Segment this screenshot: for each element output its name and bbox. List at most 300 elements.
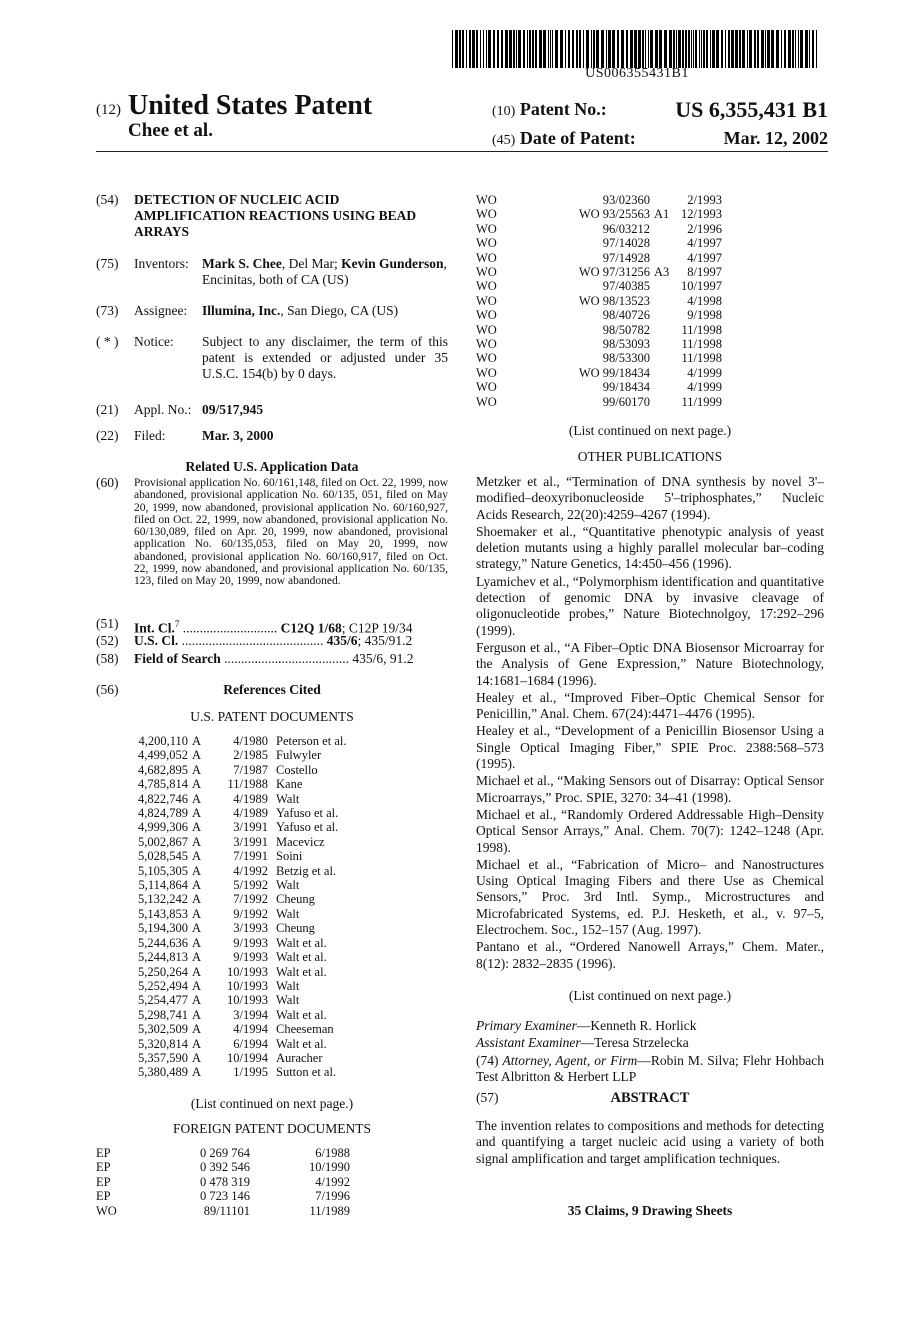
us-patent-row-cell-4: Betzig et al. bbox=[276, 863, 337, 878]
field-75 bbox=[96, 256, 448, 288]
inventor-2-location: , Encinitas, both of CA (US) bbox=[202, 256, 447, 287]
attorney-label: Attorney, Agent, or Firm bbox=[502, 1052, 638, 1068]
wo-patent-row-cell-3 bbox=[650, 380, 676, 394]
us-patent-row-cell-1: 5,143,853 bbox=[138, 906, 188, 921]
us-patent-row-cell-3: 4/1994 bbox=[233, 1022, 268, 1037]
wo-patent-row-cell-2: WO 97/31256 bbox=[578, 265, 650, 280]
us-patent-row-cell-4: Cheung bbox=[276, 921, 315, 936]
us-patent-row-cell-4: Walt bbox=[276, 791, 300, 806]
barcode-bar bbox=[710, 30, 711, 68]
field-22 bbox=[96, 428, 448, 444]
us-patent-row-cell-4: Walt et al. bbox=[276, 1007, 327, 1022]
us-patent-row-cell-3: 1/1995 bbox=[233, 1065, 268, 1080]
field-58-num: (58) bbox=[96, 651, 119, 666]
barcode-bar bbox=[784, 30, 786, 68]
us-patent-row bbox=[128, 835, 346, 849]
foreign-patent-row-cell-3: 6/1988 bbox=[315, 1146, 350, 1160]
barcode-bar bbox=[568, 30, 570, 68]
us-patent-row-cell-3: 11/1988 bbox=[227, 777, 268, 792]
wo-patent-row-cell-1: WO bbox=[476, 250, 497, 265]
us-patent-row-cell-4: Walt et al. bbox=[276, 964, 327, 979]
primary-examiner bbox=[476, 1018, 824, 1034]
barcode-bar bbox=[638, 30, 641, 68]
wo-patent-row bbox=[476, 366, 722, 380]
field-54-num: (54) bbox=[96, 192, 119, 207]
assistant-examiner bbox=[476, 1035, 824, 1051]
foreign-patent-row-cell-1: EP bbox=[96, 1146, 111, 1160]
wo-patent-row-cell-2: 98/40726 bbox=[602, 308, 650, 323]
barcode-bar bbox=[703, 30, 705, 68]
us-patent-row-cell-3: 10/1993 bbox=[227, 978, 268, 993]
us-patent-row-cell-2: A bbox=[192, 849, 202, 864]
barcode-bar bbox=[682, 30, 684, 68]
other-publications-title: OTHER PUBLICATIONS bbox=[577, 449, 723, 464]
barcode-bar bbox=[513, 30, 515, 68]
us-patent-row-cell-4: Walt et al. bbox=[276, 950, 327, 965]
us-patent-row-cell-1: 5,302,509 bbox=[138, 1022, 188, 1037]
foreign-patent-row bbox=[96, 1146, 350, 1160]
us-patent-row-cell-4: Cheeseman bbox=[276, 1022, 334, 1037]
barcode-bar bbox=[505, 30, 508, 68]
wo-patent-row-cell-4: 12/1993 bbox=[681, 207, 722, 222]
us-patent-row-cell-1: 5,194,300 bbox=[138, 921, 188, 936]
barcode-bar bbox=[731, 30, 734, 68]
barcode-bar bbox=[739, 30, 741, 68]
foreign-patent-row-cell-1: WO bbox=[96, 1203, 117, 1218]
barcode-bar bbox=[749, 30, 752, 68]
wo-patent-row-cell-3 bbox=[650, 323, 676, 337]
wo-patent-row-cell-2: 96/03212 bbox=[602, 221, 650, 236]
wo-patent-row bbox=[476, 193, 722, 207]
barcode-bar bbox=[695, 30, 697, 68]
wo-patent-row-cell-4: 8/1997 bbox=[687, 265, 722, 280]
barcode-bar bbox=[576, 30, 578, 68]
us-patent-row-cell-4: Walt bbox=[276, 978, 300, 993]
barcode-bar bbox=[795, 30, 796, 68]
us-patent-row bbox=[128, 734, 346, 748]
barcode-bar bbox=[673, 30, 675, 68]
barcode-bar bbox=[767, 30, 770, 68]
us-patent-row-cell-3: 9/1992 bbox=[233, 906, 268, 921]
wo-patent-row-cell-4: 10/1997 bbox=[681, 279, 722, 294]
wo-patent-row-cell-3 bbox=[650, 395, 676, 409]
us-patent-row bbox=[128, 1037, 346, 1051]
inid-code-10: (10) bbox=[492, 104, 516, 119]
patent-date-row bbox=[492, 125, 828, 154]
int-cl-label: Int. Cl. bbox=[134, 620, 175, 636]
wo-patent-row-cell-1: WO bbox=[476, 337, 497, 352]
us-patent-row-cell-2: A bbox=[192, 921, 202, 936]
us-patent-row-cell-3: 10/1993 bbox=[227, 993, 268, 1008]
date-label: Date of Patent: bbox=[519, 128, 636, 148]
field-21-num: (21) bbox=[96, 402, 119, 417]
us-patent-row-cell-4: Walt bbox=[276, 906, 300, 921]
invention-title: DETECTION OF NUCLEIC ACID AMPLIFICATION REACTIONS USING BEAD ARRAYS bbox=[134, 192, 417, 239]
barcode-bar bbox=[501, 30, 503, 68]
inid-code-12: (12) bbox=[96, 102, 121, 118]
abstract-text: The invention relates to compositions and methods for detecting and quantifying a target nucleic acid using a variety of both signal amplification and target amplification techniques. bbox=[476, 1118, 824, 1166]
wo-patent-row-cell-4: 4/1999 bbox=[687, 380, 722, 395]
field-73-num: (73) bbox=[96, 303, 119, 318]
foreign-patent-row-cell-3: 11/1989 bbox=[309, 1203, 350, 1218]
field-56-num: (56) bbox=[96, 682, 119, 697]
us-patent-row-cell-1: 5,254,477 bbox=[138, 993, 188, 1008]
foreign-patent-row-cell-2: 89/11101 bbox=[203, 1203, 250, 1218]
us-patent-row-cell-1: 4,682,895 bbox=[138, 762, 188, 777]
barcode-bar bbox=[483, 30, 484, 68]
wo-patent-row bbox=[476, 337, 722, 351]
field-52 bbox=[96, 633, 448, 649]
us-cl-secondary: ; 435/91.2 bbox=[357, 633, 413, 648]
wo-patent-row-cell-1: WO bbox=[476, 279, 497, 294]
wo-patent-row-cell-3 bbox=[650, 279, 676, 293]
us-patent-row bbox=[128, 1008, 346, 1022]
us-patent-row-cell-1: 5,320,814 bbox=[138, 1036, 188, 1051]
barcode-bar bbox=[617, 30, 619, 68]
wo-patent-row-cell-3 bbox=[650, 222, 676, 236]
barcode-bar bbox=[805, 30, 808, 68]
wo-patent-row-cell-3 bbox=[650, 251, 676, 265]
barcode-bar bbox=[548, 30, 549, 68]
us-patent-row-cell-3: 4/1989 bbox=[233, 791, 268, 806]
us-patent-row-cell-4: Macevicz bbox=[276, 834, 325, 849]
references-cited-title: References Cited bbox=[223, 682, 321, 697]
barcode-bar bbox=[516, 30, 517, 68]
us-patent-row-cell-3: 9/1993 bbox=[233, 935, 268, 950]
barcode-bar bbox=[800, 30, 803, 68]
wo-patent-row-cell-4: 11/1998 bbox=[681, 337, 722, 352]
barcode-bar bbox=[693, 30, 694, 68]
barcode-bar bbox=[593, 30, 595, 68]
foreign-patent-documents-title: FOREIGN PATENT DOCUMENTS bbox=[172, 1121, 372, 1136]
us-patent-row-cell-4: Fulwyler bbox=[276, 748, 322, 763]
wo-patent-row-cell-2: 97/14028 bbox=[602, 236, 650, 251]
field-notice bbox=[96, 334, 448, 382]
wo-patent-row-cell-1: WO bbox=[476, 207, 497, 222]
examiners bbox=[476, 1018, 824, 1086]
wo-patent-row bbox=[476, 207, 722, 221]
foreign-patent-row bbox=[96, 1175, 350, 1189]
barcode-bar bbox=[812, 30, 814, 68]
wo-patent-row bbox=[476, 236, 722, 250]
barcode-bar bbox=[601, 30, 604, 68]
wo-patent-row bbox=[476, 380, 722, 394]
us-patent-row-cell-3: 4/1989 bbox=[233, 806, 268, 821]
wo-patent-row bbox=[476, 323, 722, 337]
wo-patent-row-cell-1: WO bbox=[476, 221, 497, 236]
barcode-bar bbox=[659, 30, 662, 68]
pubs-list-continued: (List continued on next page.) bbox=[568, 988, 732, 1003]
barcode-bar bbox=[691, 30, 692, 68]
foreign-patents-table bbox=[96, 1146, 350, 1218]
wo-patent-row-cell-4: 2/1993 bbox=[687, 193, 722, 207]
us-cl-leader: .......................................... bbox=[178, 633, 327, 648]
us-patent-row-cell-2: A bbox=[192, 777, 202, 792]
barcode-bar bbox=[586, 30, 589, 68]
barcode-bar bbox=[735, 30, 738, 68]
barcode-bar bbox=[466, 30, 467, 68]
us-patent-row-cell-1: 4,824,789 bbox=[138, 806, 188, 821]
wo-patent-row-cell-3: A1 bbox=[654, 207, 670, 222]
us-patent-row-cell-2: A bbox=[192, 1050, 202, 1065]
us-patent-row bbox=[128, 806, 346, 820]
publication-item: Ferguson et al., “A Fiber–Optic DNA Biosensor Microarray for the Analysis of Gene Expression,” Nature Biotechnology, 14:1681–1684 (1996). bbox=[476, 639, 824, 688]
field-of-search-leader: ..................................... bbox=[220, 651, 353, 666]
us-patent-row-cell-4: Yafuso et al. bbox=[276, 820, 339, 835]
barcode-bar bbox=[771, 30, 774, 68]
inventors bbox=[202, 256, 448, 288]
foreign-patent-row-cell-1: EP bbox=[96, 1189, 111, 1204]
barcode-bar bbox=[552, 30, 553, 68]
barcode-bar bbox=[655, 30, 658, 68]
us-patent-row bbox=[128, 892, 346, 906]
wo-patent-row-cell-2: 97/40385 bbox=[602, 279, 650, 294]
us-patent-row-cell-3: 7/1992 bbox=[233, 892, 268, 907]
field-60 bbox=[96, 477, 448, 588]
field-56 bbox=[96, 682, 448, 698]
foreign-patent-row-cell-2: 0 478 319 bbox=[200, 1174, 250, 1189]
claims-summary: 35 Claims, 9 Drawing Sheets bbox=[567, 1203, 733, 1218]
barcode-bar bbox=[452, 30, 453, 68]
us-patent-row-cell-3: 2/1985 bbox=[233, 748, 268, 763]
barcode-bar bbox=[523, 30, 525, 68]
wo-patent-row bbox=[476, 265, 722, 279]
us-patent-row bbox=[128, 1051, 346, 1065]
barcode-bar bbox=[497, 30, 499, 68]
us-patent-row bbox=[128, 993, 346, 1007]
barcode-bar bbox=[596, 30, 599, 68]
field-of-search-value: 435/6, 91.2 bbox=[352, 651, 414, 666]
field-75-num: (75) bbox=[96, 256, 119, 271]
us-patent-row-cell-2: A bbox=[192, 964, 202, 979]
barcode-bar bbox=[685, 30, 687, 68]
us-patent-row-cell-1: 5,380,489 bbox=[138, 1065, 188, 1080]
wo-list-continued: (List continued on next page.) bbox=[568, 423, 732, 438]
field-of-search-label: Field of Search bbox=[134, 651, 221, 666]
us-patent-row-cell-4: Walt et al. bbox=[276, 935, 327, 950]
assignee-name: Illumina, Inc. bbox=[202, 303, 281, 318]
us-patent-row-cell-4: Soini bbox=[276, 849, 303, 864]
barcode-bar bbox=[539, 30, 542, 68]
us-patent-row bbox=[128, 979, 346, 993]
wo-patent-row-cell-2: 97/14928 bbox=[602, 250, 650, 265]
wo-patent-row-cell-2: 99/60170 bbox=[602, 394, 650, 409]
us-patent-row-cell-1: 4,499,052 bbox=[138, 748, 188, 763]
field-21 bbox=[96, 402, 448, 418]
us-list-continued: (List continued on next page.) bbox=[190, 1096, 354, 1111]
wo-patent-row bbox=[476, 251, 722, 265]
assignee-location: , San Diego, CA (US) bbox=[280, 303, 399, 318]
filed-date: Mar. 3, 2000 bbox=[202, 428, 274, 443]
us-patent-row-cell-4: Walt bbox=[276, 878, 300, 893]
us-patent-row-cell-2: A bbox=[192, 834, 202, 849]
us-patent-row-cell-1: 4,785,814 bbox=[138, 777, 188, 792]
barcode-bar bbox=[555, 30, 558, 68]
foreign-patent-row bbox=[96, 1189, 350, 1203]
primary-examiner-label: Primary Examiner bbox=[476, 1018, 577, 1033]
us-patent-row-cell-3: 7/1991 bbox=[233, 849, 268, 864]
us-patent-row-cell-2: A bbox=[192, 950, 202, 965]
field-52-num: (52) bbox=[96, 633, 119, 648]
wo-patent-row-cell-3 bbox=[650, 366, 676, 380]
barcode-bar bbox=[645, 30, 646, 68]
related-data-heading: Related U.S. Application Data bbox=[185, 459, 359, 474]
us-patent-row bbox=[128, 936, 346, 950]
barcode-bar bbox=[642, 30, 644, 68]
int-cl-edition: 7 bbox=[174, 619, 180, 629]
barcode-bar bbox=[754, 30, 756, 68]
assignee-label: Assignee: bbox=[134, 303, 188, 318]
patent-type-heading bbox=[96, 90, 372, 122]
us-patent-row-cell-3: 3/1991 bbox=[233, 820, 268, 835]
barcode-bar bbox=[664, 30, 667, 68]
us-patent-row-cell-1: 5,002,867 bbox=[138, 834, 188, 849]
barcode-bar bbox=[776, 30, 779, 68]
us-patent-row-cell-1: 5,250,264 bbox=[138, 964, 188, 979]
us-patents-table bbox=[128, 734, 346, 1080]
wo-patent-row-cell-3 bbox=[650, 351, 676, 365]
wo-patent-row bbox=[476, 279, 722, 293]
publication-item: Michael et al., “Randomly Ordered Addressable High–Density Optical Sensor Arrays,” Anal. Chem. 70(7): 1242–1248 (Apr. 1998). bbox=[476, 806, 824, 855]
notice-label: Notice: bbox=[134, 334, 174, 349]
int-cl-secondary: ; C12P 19/34 bbox=[341, 620, 413, 636]
barcode-bar bbox=[712, 30, 715, 68]
us-patent-row-cell-1: 5,114,864 bbox=[138, 878, 188, 893]
barcode-bar bbox=[816, 30, 817, 68]
field-22-num: (22) bbox=[96, 428, 119, 443]
notice-text: Subject to any disclaimer, the term of this patent is extended or adjusted under 35 U.S.C. 154(b) by 0 days. bbox=[202, 334, 448, 381]
us-patent-row-cell-2: A bbox=[192, 993, 202, 1008]
barcode-bar bbox=[591, 30, 592, 68]
us-patent-row-cell-2: A bbox=[192, 1065, 202, 1080]
barcode-bar bbox=[472, 30, 475, 68]
foreign-patent-row-cell-2: 0 723 146 bbox=[200, 1189, 250, 1204]
foreign-patent-row-cell-3: 7/1996 bbox=[315, 1189, 350, 1204]
us-patent-row-cell-4: Cheung bbox=[276, 892, 315, 907]
int-cl-leader: ............................ bbox=[179, 620, 281, 636]
us-patent-row-cell-3: 4/1992 bbox=[233, 863, 268, 878]
provisional-applications: Provisional application No. 60/161,148, filed on Oct. 22, 1999, now abandoned, provisional application No. 60/135, 051, filed on May 20, 1999, now abandoned, provisional application No. 60/160,927, filed on Oct. 22, 1999, now abandoned, provisional application No. 60/130,089, filed on Apr. 20, 1999, now abandoned, provisional application No. 60/135,053, filed on May 20, 1999, now abandoned, provisional application No. 60/160,917, filed on Oct. 22, 1999, now abandoned, and provisional application No. 60/135, 123, filed on May 20, 1999, now abandoned. bbox=[134, 477, 448, 588]
us-patent-row-cell-1: 4,822,746 bbox=[138, 791, 188, 806]
patent-info bbox=[492, 96, 828, 154]
assistant-examiner-label: Assistant Examiner bbox=[476, 1035, 581, 1051]
field-73 bbox=[96, 303, 448, 319]
wo-patent-row-cell-2: 93/02360 bbox=[602, 193, 650, 207]
barcode-bar bbox=[669, 30, 672, 68]
barcode-bar bbox=[634, 30, 637, 68]
field-54 bbox=[96, 192, 448, 240]
wo-patent-row-cell-4: 11/1998 bbox=[681, 351, 722, 366]
barcode-bar bbox=[606, 30, 607, 68]
wo-patent-row-cell-4: 4/1998 bbox=[687, 293, 722, 308]
barcode-bar bbox=[579, 30, 581, 68]
wo-patent-row-cell-2: WO 93/25563 bbox=[578, 207, 650, 222]
us-patent-row-cell-3: 10/1993 bbox=[227, 964, 268, 979]
us-patent-row-cell-4: Sutton et al. bbox=[276, 1065, 337, 1080]
us-patent-row bbox=[128, 849, 346, 863]
barcode-bar bbox=[532, 30, 534, 68]
us-patent-row-cell-2: A bbox=[192, 1036, 202, 1051]
us-patent-row-cell-2: A bbox=[192, 820, 202, 835]
us-patent-row bbox=[128, 820, 346, 834]
foreign-patent-row-cell-2: 0 269 764 bbox=[200, 1146, 250, 1160]
appl-no-label: Appl. No.: bbox=[134, 402, 192, 417]
publication-item: Metzker et al., “Termination of DNA synthesis by novel 3'–modified–deoxyribonucleoside 5'–triphosphates,” Nucleic Acids Research, 22(20):4259–4267 (1994). bbox=[476, 474, 824, 522]
us-patent-row-cell-4: Costello bbox=[276, 762, 318, 777]
barcode-bar bbox=[701, 30, 702, 68]
publication-item: Michael et al., “Fabrication of Micro– and Nanostructures Using Optical Imaging Fibers and there Use as Chemical Sensors,” Proc. 3rd Intl. Symp., Microstructures and Microfabricated Systems, ed. P.J. Hesketh, et al., v. 97–5, Electrochem. Soc., 152–157 (Aug. 1997). bbox=[476, 856, 824, 938]
barcode-bar bbox=[757, 30, 759, 68]
us-patent-row bbox=[128, 792, 346, 806]
us-patent-row bbox=[128, 921, 346, 935]
us-patent-row-cell-3: 3/1994 bbox=[233, 1007, 268, 1022]
wo-patent-row-cell-2: 98/50782 bbox=[602, 322, 650, 337]
primary-examiner-name: —Kenneth R. Horlick bbox=[576, 1018, 697, 1033]
wo-patent-row-cell-2: 98/53093 bbox=[602, 337, 650, 352]
patent-number: US 6,355,431 B1 bbox=[675, 97, 828, 122]
barcode-bar bbox=[459, 30, 461, 68]
attorney-name: —Robin M. Silva; Flehr Hohbach Test Albritton & Herbert LLP bbox=[476, 1052, 824, 1084]
us-patent-row-cell-2: A bbox=[192, 935, 202, 950]
us-patent-row-cell-2: A bbox=[192, 878, 202, 893]
field-51-num: (51) bbox=[96, 616, 119, 631]
foreign-patent-row-cell-3: 10/1990 bbox=[309, 1160, 350, 1175]
wo-patent-row-cell-1: WO bbox=[476, 265, 497, 280]
us-patent-row-cell-2: A bbox=[192, 1007, 202, 1022]
inid-code-45: (45) bbox=[492, 133, 516, 148]
barcode-bar bbox=[543, 30, 546, 68]
us-patent-row-cell-2: A bbox=[192, 806, 202, 821]
barcode-bar bbox=[650, 30, 653, 68]
wo-patent-row-cell-4: 4/1999 bbox=[687, 365, 722, 380]
filed-label: Filed: bbox=[134, 428, 166, 443]
foreign-patent-row-cell-2: 0 392 546 bbox=[200, 1160, 250, 1175]
barcode-bar bbox=[728, 30, 730, 68]
us-patent-row-cell-4: Walt et al. bbox=[276, 1036, 327, 1051]
us-patent-row-cell-4: Peterson et al. bbox=[276, 734, 347, 748]
wo-patent-row-cell-1: WO bbox=[476, 293, 497, 308]
barcode-bar bbox=[488, 30, 491, 68]
publication-item: Healey et al., “Improved Fiber–Optic Chemical Sensor for Penicillin,” Anal. Chem. 67(24):4471–4476 (1995). bbox=[476, 689, 824, 722]
barcode-bar bbox=[518, 30, 521, 68]
header-divider bbox=[96, 151, 828, 152]
barcode-bar bbox=[725, 30, 726, 68]
barcode-bar bbox=[630, 30, 633, 68]
barcode-bar bbox=[788, 30, 791, 68]
us-patent-row-cell-1: 5,298,741 bbox=[138, 1007, 188, 1022]
abstract-num: (57) bbox=[476, 1090, 499, 1105]
barcode-bar bbox=[809, 30, 810, 68]
us-patent-row bbox=[128, 763, 346, 777]
wo-patent-row-cell-3 bbox=[650, 308, 676, 322]
foreign-patent-row-cell-3: 4/1992 bbox=[315, 1174, 350, 1189]
publication-item: Michael et al., “Making Sensors out of Disarray: Optical Sensor Microarrays,” Proc. SPIE, 3270: 34–41 (1998). bbox=[476, 773, 824, 805]
us-patent-row bbox=[128, 1065, 346, 1079]
barcode-bar bbox=[765, 30, 766, 68]
barcode-bar bbox=[781, 30, 782, 68]
us-patent-row-cell-1: 4,200,110 bbox=[138, 734, 188, 748]
wo-patent-row bbox=[476, 351, 722, 365]
wo-patent-row-cell-2: 98/53300 bbox=[602, 351, 650, 366]
us-patent-row-cell-3: 10/1994 bbox=[227, 1050, 268, 1065]
wo-patent-row-cell-1: WO bbox=[476, 236, 497, 251]
wo-patent-row-cell-4: 9/1998 bbox=[687, 308, 722, 323]
assistant-examiner-name: —Teresa Strzelecka bbox=[580, 1035, 689, 1051]
us-patent-row bbox=[128, 777, 346, 791]
wo-patent-row-cell-4: 4/1997 bbox=[687, 236, 722, 251]
us-patent-row-cell-4: Kane bbox=[276, 777, 303, 792]
us-patent-row bbox=[128, 907, 346, 921]
